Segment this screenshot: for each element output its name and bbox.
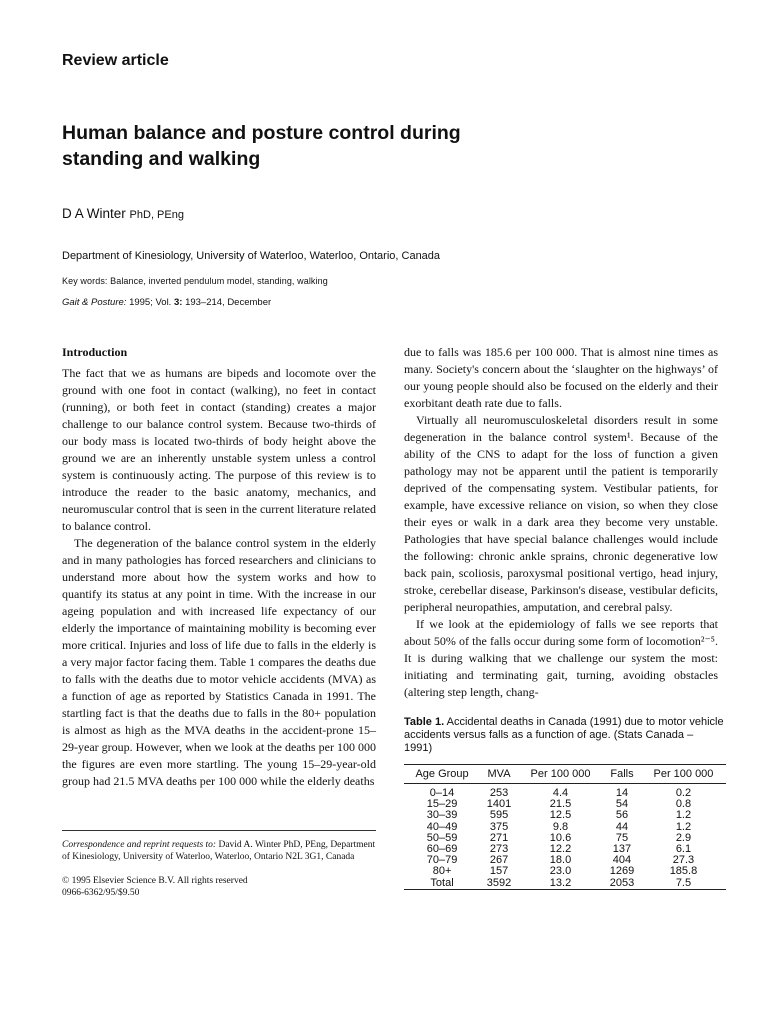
correspondence-note bbox=[62, 839, 376, 863]
table-cell: 27.3 bbox=[672, 854, 695, 867]
left-column bbox=[62, 344, 376, 790]
table-cell: 14 bbox=[615, 787, 629, 799]
intro-paragraph-2: The degeneration of the balance control system in the elderly and in many pathologies has forced researchers and clinicians to understand more about how the system works and how to quantify its status at any point in time. With the increase in our ageing population and with increased life expectancy of our elderly the importance of maintaining mobility is becoming ever more critical. Injuries and loss of life due to falls in the elderly is a very major factor facing them. Table 1 compares the deaths due to falls with the deaths due to motor vehicle accidents (MVA) as a function of age as reported by Statistics Canada in 1991. The startling fact is that the deaths due to falls in the 80+ population is almost as high as the MVA deaths in the accident-prone 15–29-year group. However, when we look at the deaths per 100 000 the figures are even more startling. The young 15–29-year-old group had 21.5 MVA deaths per 100 000 while the elderly deaths bbox=[62, 536, 376, 788]
journal-pages: 193–214, December bbox=[185, 297, 272, 308]
table-cell: 1.2 bbox=[675, 809, 692, 822]
table-cell: 12.5 bbox=[549, 809, 572, 822]
table-label: Table 1. bbox=[404, 716, 445, 728]
column-header-falls: Falls bbox=[603, 765, 641, 784]
issn-code: 0966-6362/95/$9.50 bbox=[62, 888, 140, 898]
table-cell: 12.2 bbox=[549, 843, 572, 856]
keywords: Key words: Balance, inverted pendulum model, standing, walking bbox=[62, 276, 328, 286]
journal-volume: 3: bbox=[173, 297, 183, 308]
table-cell: 44 bbox=[615, 820, 629, 833]
table-cell: 185.8 bbox=[669, 865, 698, 878]
correspondence-footnote bbox=[62, 830, 376, 899]
body-paragraph-neuromuscular: Virtually all neuromusculoskeletal disorders result in some degeneration in the balance control system¹. Because of the ability of the CNS to adapt for the loss of function a given pathology may not be apparent until the patient is temporarily deprived of the compensating system. Vestibular patients, for example, have excessive reliance on vision, so when they close their eyes or walk in a dark area they become very unstable. Pathologies that have special balance challenges would include the following: chronic ankle sprains, chronic degenerative low back pain, scoliosis, paroxysmal positional vertigo, head injury, stroke, cerebellar disease, Parkinson's disease, vestibular deficits, peripheral neuropathies, amputation, and cerebral palsy. bbox=[404, 413, 718, 614]
body-paragraph-epidemiology: If we look at the epidemiology of falls we see reports that about 50% of the falls occur during some form of locomotion²⁻⁵. It is during walking that we challenge our system the most: initiating and terminating gait, turning, avoiding obstacles (altering step length, chang- bbox=[404, 617, 718, 699]
table-cell: 0–14 bbox=[429, 787, 455, 799]
table-cell: 1269 bbox=[609, 865, 635, 878]
column-header-age-group: Age Group bbox=[404, 765, 480, 784]
table-cell: 54 bbox=[615, 798, 629, 811]
table-cell: 80+ bbox=[432, 865, 452, 878]
journal-name: Gait & Posture: bbox=[62, 297, 127, 308]
table-cell: 404 bbox=[612, 854, 632, 867]
table-cell: 595 bbox=[489, 809, 509, 822]
intro-paragraph-1: The fact that we as humans are bipeds and locomote over the ground with one foot in contact (walking), no feet in contact (running), or both feet in contact (standing) creates a major challenge to our balance control system. Because two-thirds of our body mass is located two-thirds of body height above the ground we are an inherently unstable system unless a control system is continuously acting. The purpose of this review is to introduce the reader to the basic anatomy, mechanics, and neuromuscular control that is seen in the current literature related to balance control. bbox=[62, 366, 376, 533]
table-cell: 4.4 bbox=[552, 787, 569, 799]
table-cell: 137 bbox=[612, 843, 632, 856]
journal-year: 1995; Vol. bbox=[129, 297, 172, 308]
column-header-falls-rate: Per 100 000 bbox=[641, 765, 726, 784]
table-cell: 253 bbox=[489, 787, 509, 799]
section-heading-introduction: Introduction bbox=[62, 345, 128, 359]
table-cell: 6.1 bbox=[675, 843, 692, 856]
table-cell: 9.8 bbox=[552, 820, 569, 833]
table-cell: 21.5 bbox=[549, 798, 572, 811]
table-caption bbox=[404, 716, 724, 755]
right-column bbox=[404, 344, 718, 701]
table-cell: 10.6 bbox=[549, 831, 572, 844]
table-row bbox=[404, 784, 726, 800]
table-cell: 271 bbox=[489, 831, 509, 844]
table-cell: 3592 bbox=[480, 878, 518, 890]
table-header-row bbox=[404, 765, 726, 784]
table-cell: Total bbox=[404, 878, 480, 890]
table-caption-text: Accidental deaths in Canada (1991) due to motor vehicle accidents versus falls as a function of age. (Stats Canada – 1991) bbox=[404, 716, 724, 754]
table-cell: 56 bbox=[615, 809, 629, 822]
article-type-label: Review article bbox=[62, 52, 169, 69]
table-row bbox=[404, 866, 726, 877]
author-degrees: PhD, PEng bbox=[129, 209, 184, 221]
journal-citation bbox=[62, 297, 271, 308]
table-cell: 75 bbox=[615, 831, 629, 844]
affiliation: Department of Kinesiology, University of Waterloo, Waterloo, Ontario, Canada bbox=[62, 250, 441, 262]
correspondence-label: Correspondence and reprint requests to: bbox=[62, 840, 217, 850]
table-cell: 15–29 bbox=[426, 798, 458, 811]
column-header-mva-rate: Per 100 000 bbox=[518, 765, 603, 784]
table-cell: 60–69 bbox=[426, 843, 458, 856]
table-cell: 267 bbox=[489, 854, 509, 867]
table-total-row bbox=[404, 878, 726, 890]
table-cell: 23.0 bbox=[549, 865, 572, 878]
table-cell: 0.8 bbox=[675, 798, 692, 811]
title-line-2: standing and walking bbox=[62, 148, 261, 170]
table-cell: 18.0 bbox=[549, 854, 572, 867]
table-cell: 0.2 bbox=[675, 787, 692, 799]
table-cell: 375 bbox=[489, 820, 509, 833]
table-cell: 30–39 bbox=[426, 809, 458, 822]
table-cell: 157 bbox=[489, 865, 509, 878]
body-paragraph-continued: due to falls was 185.6 per 100 000. That is almost nine times as many. Society's concern about the ‘slaughter on the highways’ of our young people should also be focused on the elderly and their exorbitant death rate due to falls. bbox=[404, 345, 718, 410]
table-cell: 2.9 bbox=[675, 831, 692, 844]
title-line-1: Human balance and posture control during bbox=[62, 122, 461, 144]
column-header-mva: MVA bbox=[480, 765, 518, 784]
table-cell: 40–49 bbox=[426, 820, 458, 833]
table-cell: 1.2 bbox=[675, 820, 692, 833]
article-title bbox=[62, 120, 461, 172]
table-cell: 1401 bbox=[486, 798, 512, 811]
table-row bbox=[404, 810, 726, 821]
author-name: D A Winter bbox=[62, 206, 126, 221]
table-cell: 273 bbox=[489, 843, 509, 856]
copyright-notice: © 1995 Elsevier Science B.V. All rights reserved bbox=[62, 876, 248, 886]
table-cell: 2053 bbox=[603, 878, 641, 890]
table-cell: 50–59 bbox=[426, 831, 458, 844]
table-cell: 70–79 bbox=[426, 854, 458, 867]
table-cell: 7.5 bbox=[641, 878, 726, 890]
author-line bbox=[62, 206, 184, 221]
table-cell: 13.2 bbox=[518, 878, 603, 890]
correspondence-address: David A. Winter PhD, PEng, Department of Kinesiology, University of Waterloo, Waterloo, Ontario N2L 3G1, Canada bbox=[62, 840, 376, 862]
accidental-deaths-table bbox=[404, 764, 726, 890]
